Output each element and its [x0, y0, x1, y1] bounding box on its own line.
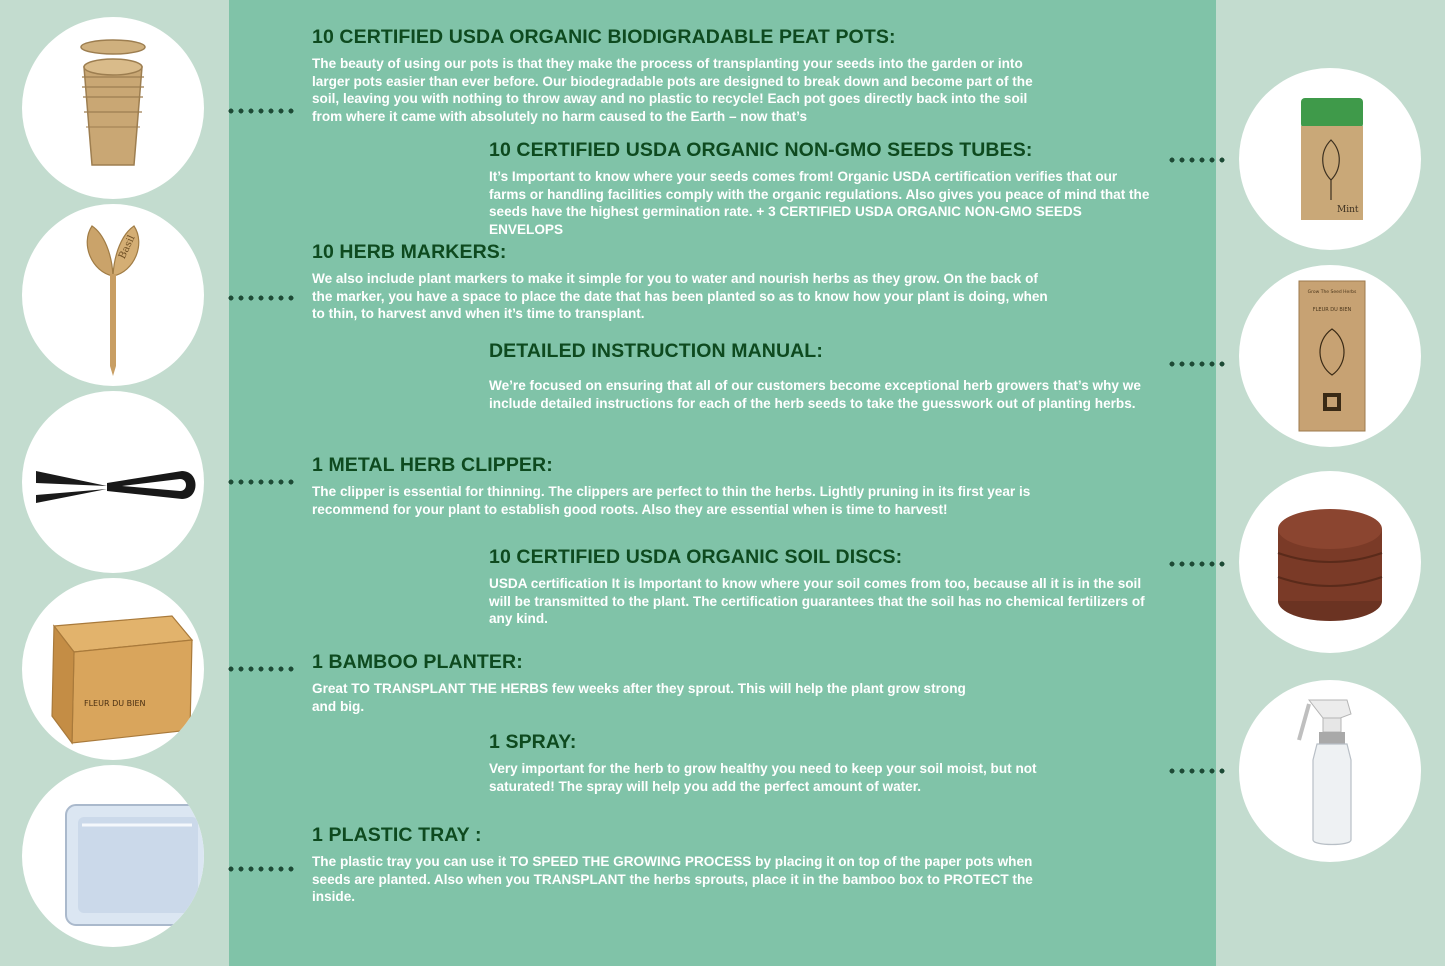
section-planter: [312, 651, 984, 715]
marker-label: Basil: [117, 233, 138, 261]
seed-tubes-title: 10 CERTIFIED USDA ORGANIC NON-GMO SEEDS TUBES:: [489, 139, 1033, 161]
connector-planter: [226, 666, 298, 672]
connector-tray: [226, 866, 298, 872]
section-spray: [489, 731, 1099, 795]
connector-manual: [1167, 361, 1229, 367]
section-clipper: [312, 454, 1072, 518]
manual-brand: FLEUR DU BIEN: [1312, 307, 1352, 313]
soil-discs-title: 10 CERTIFIED USDA ORGANIC SOIL DISCS:: [489, 546, 903, 568]
connector-peat-pots: [226, 108, 298, 114]
plastic-tray-image: [22, 765, 204, 947]
manual-header: Grow The Seed Herbs: [1307, 290, 1357, 295]
planter-body: Great TO TRANSPLANT THE HERBS few weeks after they sprout. This will help the plant grow strong and big.: [312, 681, 966, 714]
bamboo-planter-image: [22, 578, 204, 760]
herb-clipper-image: [22, 391, 204, 573]
manual-body: We’re focused on ensuring that all of our customers become exceptional herb growers that’s why we include detailed instructions for each of the herb seeds to take the guesswork out of planting herbs.: [489, 378, 1141, 411]
planter-title: 1 BAMBOO PLANTER:: [312, 651, 523, 673]
connector-spray: [1167, 768, 1229, 774]
connector-soil-discs: [1167, 561, 1229, 567]
spray-bottle-image: [1239, 680, 1421, 862]
seed-tube-image: [1239, 68, 1421, 250]
planter-brand: FLEUR DU BIEN: [84, 699, 146, 708]
herb-markers-title: 10 HERB MARKERS:: [312, 241, 507, 263]
herb-marker-image: [22, 204, 204, 386]
connector-herb-markers: [226, 295, 298, 301]
section-soil-discs: [489, 546, 1151, 628]
seed-tubes-body: It’s Important to know where your seeds comes from! Organic USDA certification verifies that our farms or handling facilities comply with the organic regulations. Also gives you peace of mind that the seeds have the highest germination rate. + 3 CERTIFIED USDA ORGANIC NON-GMO SEEDS ENVELOPS: [489, 169, 1150, 237]
instruction-manual-image: [1239, 265, 1421, 447]
manual-title: DETAILED INSTRUCTION MANUAL:: [489, 340, 823, 362]
spray-title: 1 SPRAY:: [489, 731, 577, 753]
section-manual: [489, 340, 1151, 412]
section-peat-pots: [312, 26, 1057, 125]
clipper-title: 1 METAL HERB CLIPPER:: [312, 454, 553, 476]
herb-markers-body: We also include plant markers to make it simple for you to water and nourish herbs as they grow. On the back of the marker, you have a space to place the date that has been planted so as to know how your plant is doing, when to thin, to harvest anvd when it’s time to transplant.: [312, 271, 1048, 321]
section-tray: [312, 824, 1060, 906]
section-seed-tubes: [489, 139, 1151, 238]
tube-label: Mint: [1337, 205, 1359, 215]
spray-body: Very important for the herb to grow healthy you need to keep your soil moist, but not saturated! The spray will help you add the perfect amount of water.: [489, 761, 1037, 794]
tray-body: The plastic tray you can use it TO SPEED THE GROWING PROCESS by placing it on top of the paper pots when seeds are planted. Also when you TRANSPLANT the herbs sprouts, place it in the bamboo box to PROTECT the inside.: [312, 854, 1033, 904]
peat-pots-body: The beauty of using our pots is that they make the process of transplanting your seeds into the garden or into larger pots easier than ever before. Our biodegradable pots are designed to break down and become part of the soil, leaving you with nothing to throw away and no plastic to recycle! Each pot goes directly back into the soil from where it came with absolutely no harm caused to the Earth – now that’s: [312, 56, 1033, 124]
clipper-body: The clipper is essential for thinning. The clippers are perfect to thin the herbs. Lightly pruning in its first year is recommend for your plant to establish good roots. Also they are essential when is time to harvest!: [312, 484, 1031, 517]
tray-title: 1 PLASTIC TRAY :: [312, 824, 482, 846]
connector-clipper: [226, 479, 298, 485]
peat-pots-image: [22, 17, 204, 199]
soil-discs-image: [1239, 471, 1421, 653]
peat-pots-title: 10 CERTIFIED USDA ORGANIC BIODIGRADABLE PEAT POTS:: [312, 26, 896, 48]
section-herb-markers: [312, 241, 1057, 323]
connector-seed-tubes: [1167, 157, 1229, 163]
soil-discs-body: USDA certification It is Important to know where your soil comes from too, because all it is in the soil will be transmitted to the plant. The certification guarantees that the soil has no chemical fertilizers of any kind.: [489, 576, 1145, 626]
